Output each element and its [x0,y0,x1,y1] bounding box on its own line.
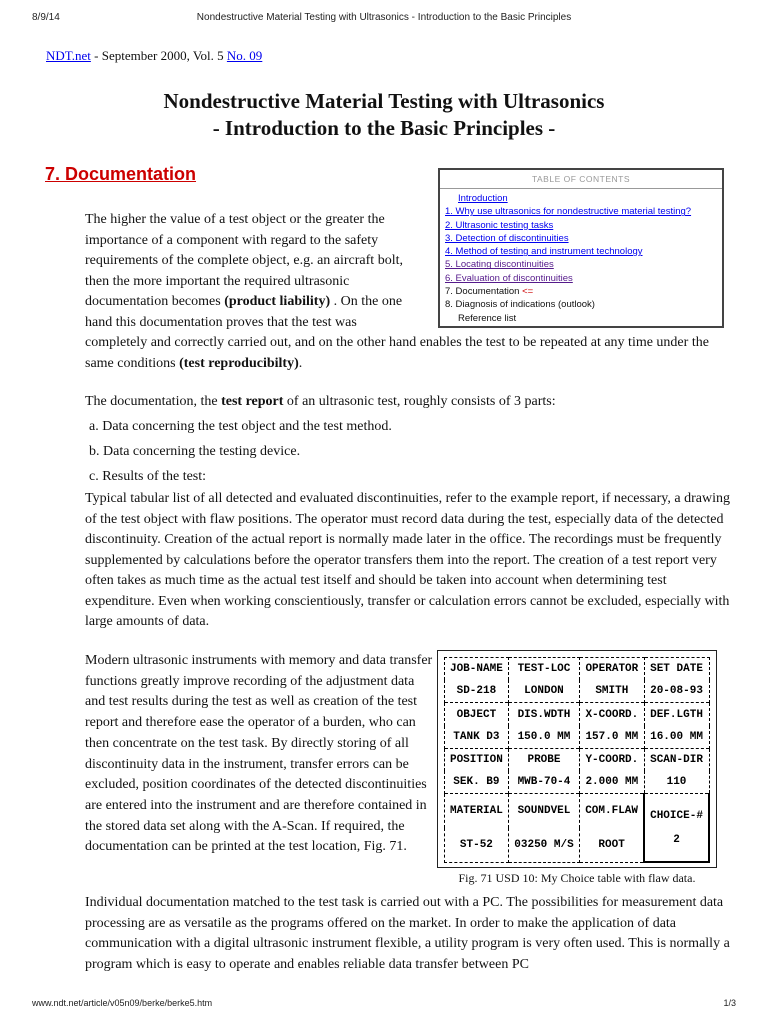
toc-item-3[interactable]: 3. Detection of discontinuities [445,232,569,244]
paragraph-test-report: The documentation, the test report of an ultrasonic test, roughly consists of 3 parts: [85,394,556,409]
paragraph-modern-instruments: Modern ultrasonic instruments with memory and data transfer functions greatly improve recording of the adjustment data and test results during the test as well as creation of the test report and therefore ease the operator of a burden, who can then concentrate on the test task. By directly storing of all discontinuity data in the instrument, transfer errors can be excluded, position coordinates of the detected discontinuities are entered into the instrument and are therefore contained in the stored data set along with the A-Scan. If required, the documentation can be printed at the test location, Fig. 71. [85,653,433,855]
cell-value: LONDON [508,680,579,703]
cell-label: POSITION [445,748,509,771]
print-header [32,12,736,26]
cell-label: OPERATOR [580,658,644,681]
cell-label: MATERIAL [445,794,509,828]
paragraph-product-liability: The higher the value of a test object or the greater the importance of a component with regard to the safety requirements of the complete object, e.g. an aircraft bolt, then the more important the required ultrasonic documentation becomes (product liability) . On the one hand this documentation proves that the test was completely and correctly carried out, and on the other hand enables the test to be repeated at any time under the same conditions (test reproducibilty). [85,212,709,371]
section-heading: 7. Documentation [45,164,197,184]
toc-item-2[interactable]: 2. Ultrasonic testing tasks [445,219,554,231]
cell-label: X-COORD. [580,703,644,726]
toc-item-5[interactable]: 5. Locating discontinuities [445,259,554,271]
cell-value: SMITH [580,680,644,703]
cell-value: 2.000 MM [580,771,644,794]
term-test-reproducibility: (test reproducibilty) [179,355,299,371]
cell-label: SOUNDVEL [508,794,579,828]
cell-value: SD-218 [445,680,509,703]
toc-header: TABLE OF CONTENTS [440,170,722,189]
issue-link[interactable]: No. 09 [226,48,263,63]
list-item: b. Data concerning the testing device. [89,444,301,459]
page-number: 1/3 [723,998,736,1008]
list-item: a. Data concerning the test object and the test method. [89,419,392,434]
toc-current-marker: <= [522,286,534,298]
choice-table-display [437,650,717,868]
cell-value: 20-08-93 [644,680,709,703]
ndt-net-link[interactable]: NDT.net [46,48,91,63]
toc-item-introduction[interactable]: Introduction [458,193,508,204]
cell-value: 16.00 MM [644,726,709,749]
term-test-report: test report [221,394,284,409]
print-date: 8/9/14 [32,12,60,23]
cell-label: JOB-NAME [445,658,509,681]
toc-item-7: 7. Documentation [445,286,520,298]
cell-value: MWB-70-4 [508,771,579,794]
cell-label: DEF.LGTH [644,703,709,726]
cell-value: TANK D3 [445,726,509,749]
paragraph-test-results: Typical tabular list of all detected and evaluated discontinuities, refer to the example report, if necessary, a drawing of the test object with flaw positions. The operator must record data during the test, especially data of the detected discontinuity. Creation of the actual report is normally made later in the office. The recordings must be frequently supplemented by calculations before the operator transfers them into the report. The creation of a test report very often takes as much time as the actual test itself and should be taken into account when determining test expenditure. Even when working conscientiously, transfer or calculation errors cannot be excluded, especially with large amounts of data. [85,491,730,629]
figure-71 [437,650,717,886]
title-line-1: Nondestructive Material Testing with Ultrasonics [163,89,605,113]
toc-item-6[interactable]: 6. Evaluation of discontinuities [445,272,573,284]
cell-value: 157.0 MM [580,726,644,749]
cell-label: OBJECT [445,703,509,726]
page-url: www.ndt.net/article/v05n09/berke/berke5.htm [32,998,213,1008]
source-text: - September 2000, Vol. 5 [90,48,227,63]
choice-cell: CHOICE-# 2 [644,794,709,862]
cell-label: SCAN-DIR [644,748,709,771]
cell-label: DIS.WDTH [508,703,579,726]
article-title [0,88,768,142]
source-line [46,48,262,64]
choice-table [444,657,710,863]
cell-label: TEST-LOC [508,658,579,681]
cell-value: 110 [644,771,709,794]
report-parts-list [89,414,392,489]
title-line-2: - Introduction to the Basic Principles - [212,116,556,140]
paragraph-pc-documentation: Individual documentation matched to the test task is carried out with a PC. The possibilities for measurement data processing are as versatile as the programs offered on the market. In order to make the application of data communication with a digital ultrasonic instrument flexible, a utility program is very often used. This is normally a program which is easy to operate and enables reliable data transfer between PC [85,895,730,972]
cell-label: SET DATE [644,658,709,681]
cell-value: ROOT [580,828,644,862]
cell-value: ST-52 [445,828,509,862]
list-item: c. Results of the test: [89,469,207,484]
toc-item-1[interactable]: 1. Why use ultrasonics for nondestructive material testing? [445,206,692,218]
cell-label: Y-COORD. [580,748,644,771]
term-product-liability: (product liability) [224,294,331,309]
cell-label: COM.FLAW [580,794,644,828]
cell-label: PROBE [508,748,579,771]
cell-value: 150.0 MM [508,726,579,749]
cell-value: 03250 M/S [508,828,579,862]
print-footer [32,998,736,1010]
toc-item-4[interactable]: 4. Method of testing and instrument technology [445,246,643,258]
figure-caption: Fig. 71 USD 10: My Choice table with flaw data. [458,871,696,885]
cell-value: SEK. B9 [445,771,509,794]
toc-item-8: 8. Diagnosis of indications (outlook) [445,299,595,311]
toc-item-reference-list: Reference list [458,312,517,324]
print-page-title: Nondestructive Material Testing with Ultrasonics - Introduction to the Basic Principles [196,12,572,23]
